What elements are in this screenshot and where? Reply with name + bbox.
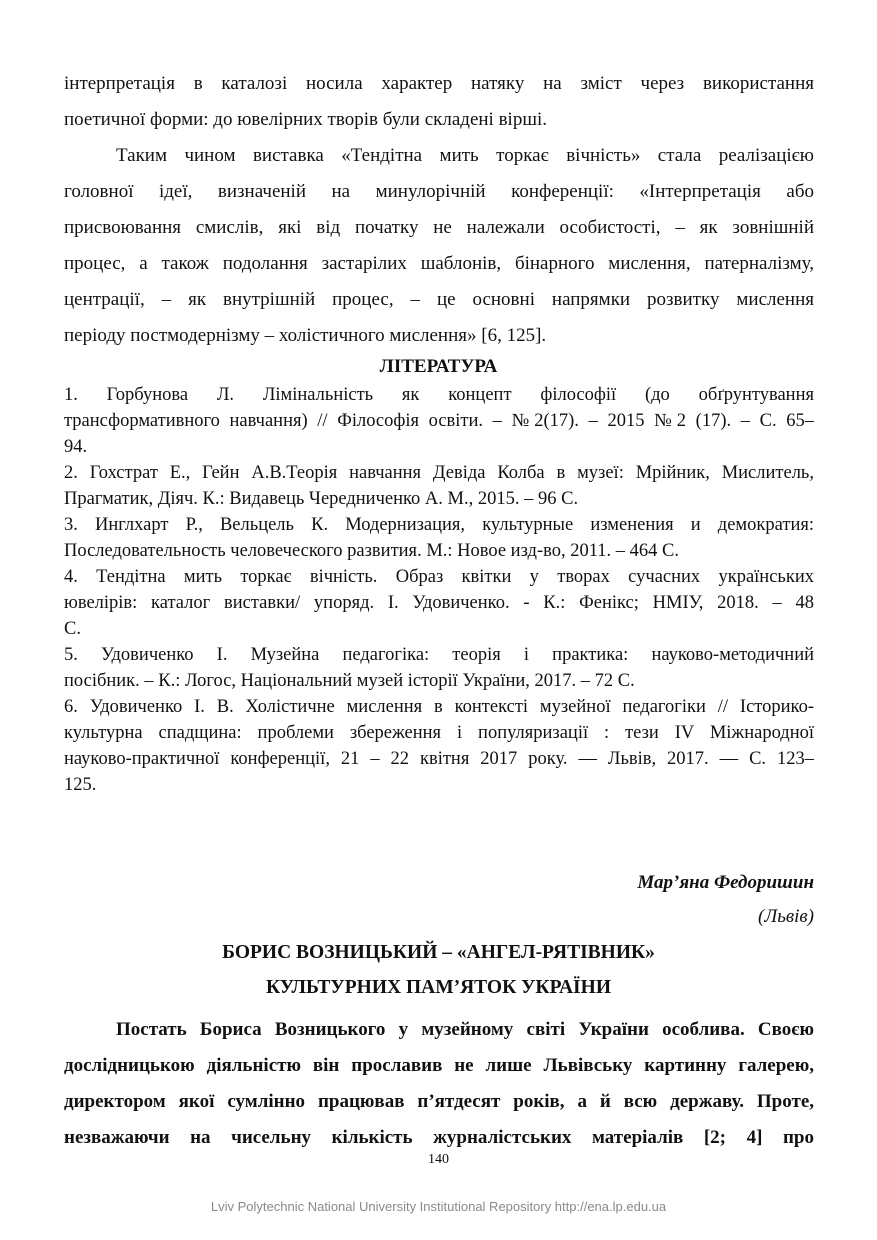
reference-line: 5. Удовиченко І. Музейна педагогіка: теорія і практика: науково-методичний [64,645,814,665]
reference-line: 1. Горбунова Л. Лімінальність як концепт філософії (до обґрунтування [64,385,814,405]
article-title-line-1: БОРИС ВОЗНИЦЬКИЙ – «АНГЕЛ-РЯТІВНИК» [222,942,655,963]
text-line: Таким чином виставка «Тендітна мить торкає вічність» стала реалізацією [116,145,814,166]
reference-line: 3. Инглхарт Р., Вельцель К. Модернизация, культурные изменения и демократия: [64,515,814,535]
repository-footer: Lviv Polytechnic National University Institutional Repository http://ena.lp.edu.ua [210,1199,667,1214]
reference-item [64,512,814,564]
reference-line: 94. [64,437,88,457]
text-line: незважаючи на чисельну кількість журналістських матеріалів [2; 4] про [64,1127,814,1148]
reference-line: ювелірів: каталог виставки/ упоряд. І. Удовиченко. - К.: Фенікс; НМІУ, 2018. – 48 [64,593,814,613]
text-line: періоду постмодернізму – холістичного мислення» [6, 125]. [64,325,547,346]
reference-item [64,460,814,512]
reference-line: С. [64,619,81,639]
reference-line: 4. Тендітна мить торкає вічність. Образ квітки у творах сучасних українських [64,567,814,587]
article-paragraph [64,1012,814,1156]
page-number: 140 [428,1152,449,1167]
text-line: центрації, – як внутрішній процес, – це основні напрямки розвитку мислення [64,289,814,310]
author-name: Мар’яна Федоришин [637,872,814,893]
text-line: присвоювання смислів, які від початку не належали особистості, – як зовнішній [64,217,814,238]
text-line: інтерпретація в каталозі носила характер натяку на зміст через використання [64,73,814,94]
reference-list [64,382,814,798]
reference-line: 2. Гохстрат Е., Гейн А.В.Теорія навчання Девіда Колба в музеї: Мрійник, Мислитель, [64,463,814,483]
reference-line: посібник. – К.: Логос, Національний музей історії України, 2017. – 72 С. [64,671,635,691]
reference-item [64,382,814,460]
text-line: Постать Бориса Возницького у музейному світі України особлива. Своєю [116,1019,814,1040]
text-line: процес, а також подолання застарілих шаблонів, бінарного мислення, патерналізму, [64,253,814,274]
text-line: головної ідеї, визначеній на минулорічній конференції: «Інтерпретація або [64,181,814,202]
article-title-line-2: КУЛЬТУРНИХ ПАМ’ЯТОК УКРАЇНИ [265,977,611,998]
conclusion-paragraph [64,138,814,354]
reference-line: культурна спадщина: проблеми збереження і популяризації : тези IV Міжнародної [64,723,814,743]
reference-line: Прагматик, Діяч. К.: Видавець Чередниченко А. М., 2015. – 96 С. [64,489,579,509]
reference-line: 6. Удовиченко І. В. Холістичне мислення в контексті музейної педагогіки // Історико- [64,697,814,717]
reference-line: трансформативного навчання) // Філософія освіти. – №2(17). – 2015 №2 (17). – С. 65– [64,411,814,431]
reference-line: Последовательность человеческого развития. М.: Новое изд-во, 2011. – 464 С. [64,541,680,561]
text-line: директором якої сумлінно працював п’ятдесят років, а й всю державу. Проте, [64,1091,814,1112]
reference-item [64,564,814,642]
reference-item [64,694,814,798]
text-line: дослідницькою діяльністю він прославив не лише Львівську картинну галерею, [64,1055,814,1076]
reference-line: науково-практичної конференції, 21 – 22 квітня 2017 року. — Львів, 2017. — С. 123– [64,749,814,769]
author-city: (Львів) [758,906,814,927]
reference-item [64,642,814,694]
reference-line: 125. [64,775,97,795]
literature-heading: ЛІТЕРАТУРА [379,356,498,377]
intro-paragraph [64,66,814,138]
text-line: поетичної форми: до ювелірних творів були складені вірші. [64,109,547,130]
